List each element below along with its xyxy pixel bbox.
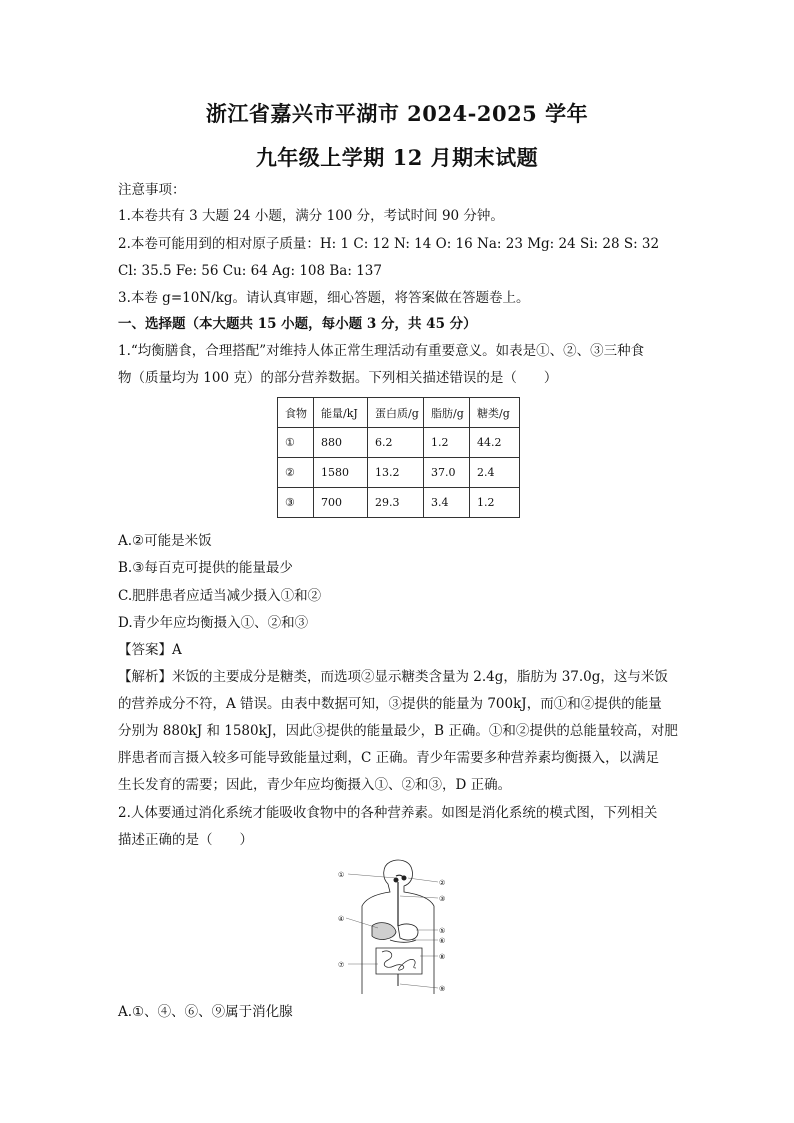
diagram-label: ④ — [338, 915, 345, 923]
diagram-label: ⑤ — [439, 927, 446, 935]
diagram-label: ⑥ — [439, 937, 446, 945]
table-header-cell: 糖类/g — [470, 398, 520, 428]
table-header-cell: 能量/kJ — [314, 398, 368, 428]
pancreas — [390, 940, 416, 942]
salivary-gland-marker — [394, 878, 399, 883]
table-header-cell: 食物 — [278, 398, 314, 428]
q1-analysis-line3: 分别为 880kJ 和 1580kJ，因此③提供的能量最少，B 正确。①和②提供的总能量较高，对肥 — [118, 723, 678, 739]
table-cell: 700 — [314, 488, 368, 518]
liver — [372, 923, 396, 940]
q2-stem-line1: 2.人体要通过消化系统才能吸收食物中的各种营养素。如图是消化系统的模式图，下列相关 — [118, 805, 658, 821]
q1-analysis-line2: 的营养成分不符，A 错误。由表中数据可知，③提供的能量为 700kJ，而①和②提供的能量 — [118, 696, 662, 712]
q1-option-d: D.青少年应均衡摄入①、②和③ — [118, 615, 309, 631]
nutrition-table — [277, 397, 520, 518]
q1-stem-line1: 1.“均衡膳食，合理搭配”对维持人体正常生理活动有重要意义。如表是①、②、③三种食 — [118, 343, 645, 359]
table-cell: 6.2 — [368, 428, 424, 458]
table-cell: 880 — [314, 428, 368, 458]
q1-option-c: C.肥胖患者应适当减少摄入①和② — [118, 588, 322, 604]
q2-option-a: A.①、④、⑥、⑨属于消化腺 — [118, 1004, 293, 1020]
table-cell: 13.2 — [368, 458, 424, 488]
table-header-row — [278, 398, 520, 428]
diagram-label: ③ — [439, 895, 446, 903]
table-cell: 44.2 — [470, 428, 520, 458]
q1-stem-line2: 物（质量均为 100 克）的部分营养数据。下列相关描述错误的是（ ） — [118, 370, 558, 386]
diagram-label: ⑨ — [439, 985, 446, 993]
notes-item-2b: Cl: 35.5 Fe: 56 Cu: 64 Ag: 108 Ba: 137 — [118, 263, 382, 279]
table-cell: 2.4 — [470, 458, 520, 488]
notes-heading: 注意事项： — [118, 182, 186, 198]
exam-title-line1: 浙江省嘉兴市平湖市 2024-2025 学年 — [205, 101, 589, 126]
table-cell: ① — [278, 428, 314, 458]
table-header-cell: 蛋白质/g — [368, 398, 424, 428]
gland-markers — [394, 876, 407, 883]
table-row — [278, 458, 520, 488]
table-row — [278, 488, 520, 518]
q1-option-a: A.②可能是米饭 — [118, 533, 212, 549]
salivary-gland-marker — [402, 876, 407, 881]
table-row — [278, 428, 520, 458]
diagram-label: ⑧ — [439, 953, 446, 961]
q1-analysis-line5: 生长发育的需要；因此，青少年应均衡摄入①、②和③，D 正确。 — [118, 777, 512, 793]
digestive-system-diagram — [338, 856, 448, 996]
table-cell: 1.2 — [470, 488, 520, 518]
notes-item-1: 1.本卷共有 3 大题 24 小题，满分 100 分，考试时间 90 分钟。 — [118, 208, 504, 224]
section-heading: 一、选择题（本大题共 15 小题，每小题 3 分，共 45 分） — [118, 316, 477, 332]
small-intestine — [382, 951, 416, 970]
table-cell: 37.0 — [424, 458, 470, 488]
diagram-label: ① — [338, 871, 345, 879]
notes-item-3: 3.本卷 g=10N/kg。请认真审题，细心答题，将答案做在答题卷上。 — [118, 290, 530, 306]
q1-analysis-line4: 胖患者而言摄入较多可能导致能量过剩，C 正确。青少年需要多种营养素均衡摄入，以满足 — [118, 750, 660, 766]
table-header-cell: 脂肪/g — [424, 398, 470, 428]
stomach — [398, 924, 418, 940]
q1-option-b: B.③每百克可提供的能量最少 — [118, 560, 293, 576]
table-cell: ③ — [278, 488, 314, 518]
table-cell: 3.4 — [424, 488, 470, 518]
table-cell: 1580 — [314, 458, 368, 488]
table-cell: 1.2 — [424, 428, 470, 458]
q1-answer: 【答案】A — [118, 642, 182, 658]
table-cell: ② — [278, 458, 314, 488]
diagram-label: ⑦ — [338, 961, 345, 969]
table-cell: 29.3 — [368, 488, 424, 518]
q2-stem-line2: 描述正确的是（ ） — [118, 832, 253, 848]
notes-item-2a: 2.本卷可能用到的相对原子质量：H: 1 C: 12 N: 14 O: 16 Na: 23 Mg: 24 Si: 28 S: 32 — [118, 236, 660, 252]
exam-title-line2: 九年级上学期 12 月期末试题 — [255, 145, 539, 170]
diagram-label: ② — [439, 879, 446, 887]
q1-analysis-line1: 【解析】米饭的主要成分是糖类，而选项②显示糖类含量为 2.4g，脂肪为 37.0g，这与米饭 — [118, 669, 668, 685]
